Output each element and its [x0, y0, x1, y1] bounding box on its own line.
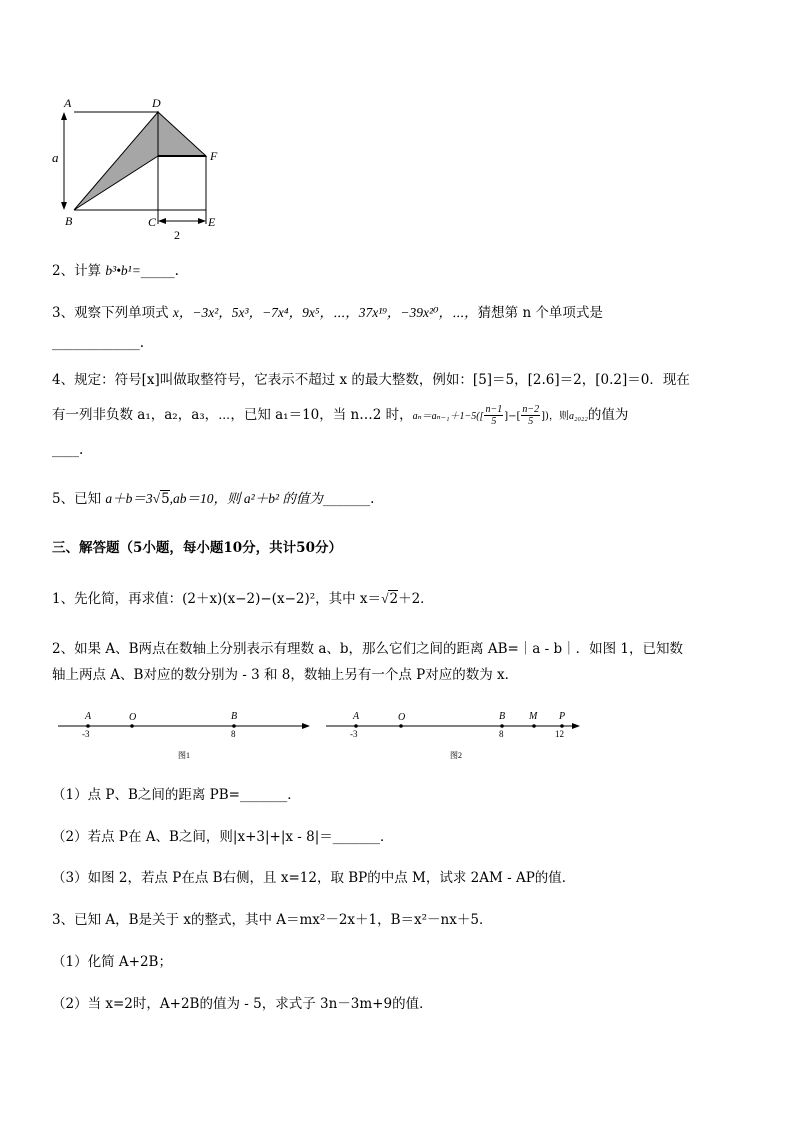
shaded-triangle-df	[158, 112, 206, 156]
solve-question-2-part-1: （1）点 P、B之间的距离 PB=_______．	[52, 787, 301, 803]
fig1-label-B: B	[231, 711, 238, 722]
fig1-caption: 图1	[178, 751, 190, 760]
solve-question-2-part-3: （3）如图 2，若点 P在点 B右侧，且 x=12，取 BP的中点 M，试求 2AM - AP的值．	[52, 870, 576, 886]
fig2-label-O: O	[398, 712, 406, 723]
solve-question-3-part-1: （1）化简 A+2B；	[52, 954, 172, 970]
number-line-figure-1	[52, 706, 314, 762]
label-B: B	[65, 214, 73, 228]
fraction-2: $\frac{n-2}{5}$	[522, 404, 540, 427]
fill-question-4-line2: 有一列非负数 a₁，a₂，a₃，⋯，已知 a₁＝10，当 n…2 时，aₙ＝aₙ₋₁＋1−5([ $\frac{n-1}{5}$ ]−[ $\frac{n-2}{5}$ ])，则a₂₀₂₂的值为	[52, 404, 629, 427]
solve-question-2-part-2: （2）若点 P在 A、B之间，则|x+3|+|x - 8|＝_______．	[52, 829, 394, 845]
label-D: D	[152, 96, 161, 110]
solve-question-2-line1: 2、如果 A、B两点在数轴上分别表示有理数 a、b，那么它们之间的距离 AB=｜a - b｜．如图 1，已知数	[52, 641, 684, 657]
label-A: A	[64, 96, 72, 110]
fig2-value-a: -3	[350, 729, 358, 739]
shaded-triangle-bdf	[74, 112, 158, 210]
solve-question-3-part-2: （2）当 x=2时，A+2B的值为 - 5，求式子 3n－3m+9的值．	[52, 996, 433, 1012]
solve-question-2-line2: 轴上两点 A、B对应的数分别为 - 3 和 8，数轴上另有一个点 P对应的数为 x．	[52, 667, 519, 683]
number-line-figure-2	[322, 706, 584, 762]
fill-question-3: 3、观察下列单项式 x，−3x²，5x³，−7x⁴，9x⁵，⋯，37x¹⁹，−39x²⁰，⋯，猜想第 n 个单项式是	[52, 305, 603, 321]
fig2-label-A: A	[353, 711, 360, 722]
geometry-figure	[48, 92, 238, 242]
label-C: C	[148, 215, 157, 229]
label-E: E	[208, 215, 216, 229]
fig1-label-O: O	[129, 712, 137, 723]
section-title: 三、解答题（5小题，每小题10分，共计50分）	[52, 540, 342, 556]
label-2: 2	[174, 228, 180, 242]
fig1-value-a: -3	[82, 729, 90, 739]
fill-question-5: 5、已知 a＋b＝3√5,ab＝10，则 a²＋b² 的值为_______.	[52, 491, 375, 507]
fig1-value-b: 8	[231, 729, 236, 739]
fill-question-3-blank: _____________.	[52, 335, 145, 351]
label-F: F	[210, 149, 218, 163]
fig2-caption: 图2	[450, 751, 462, 760]
solve-question-3: 3、已知 A，B是关于 x的整式，其中 A＝mx²－2x＋1，B＝x²－nx＋5．	[52, 912, 493, 928]
fill-question-2: 2、计算 b³•b¹=_____.	[52, 263, 179, 279]
label-a: a	[52, 150, 59, 165]
fraction-1: $\frac{n-1}{5}$	[485, 404, 503, 427]
fig2-value-p: 12	[555, 729, 564, 739]
fill-question-4-line1: 4、规定：符号[x]叫做取整符号，它表示不超过 x 的最大整数，例如：[5]＝5，[2.6]＝2，[0.2]＝0．现在	[52, 372, 690, 388]
fig1-label-A: A	[85, 711, 92, 722]
fill-question-4-blank: ____.	[52, 442, 84, 458]
solve-question-1: 1、先化简，再求值：(2＋x)(x−2)−(x−2)²，其中 x＝√2＋2．	[52, 591, 434, 607]
fig2-value-b: 8	[499, 729, 504, 739]
fig2-label-P: P	[559, 711, 566, 722]
fig2-label-B: B	[499, 711, 506, 722]
fig2-label-M: M	[529, 711, 538, 722]
